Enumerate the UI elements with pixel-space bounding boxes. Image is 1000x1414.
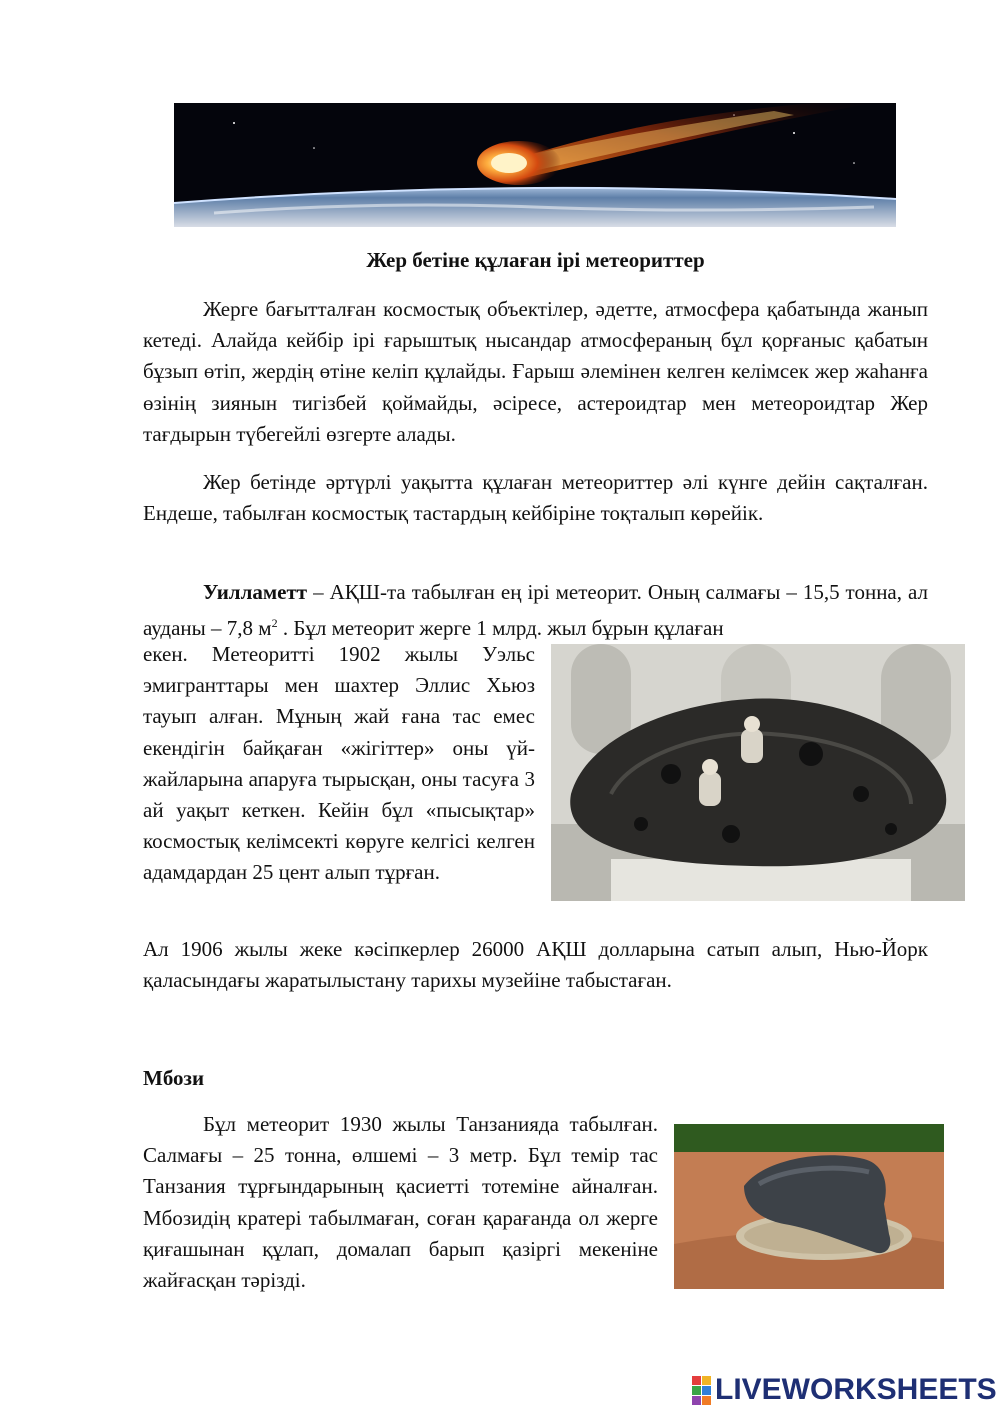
willamette-wrapped-text: екен. Метеоритті 1902 жылы Уэльс эмигранттары мен шахтер Эллис Хьюз тауып алған. Мұның жай ғана тас емес екендігін байқаған «жігіттер» оны үй-жайларына апаруға тырысқан, оны тасуға 3 ай уақыт кеткен. Кейін бұл «пысықтар» космостық келімсекті көруге келгісі келген адамдардан 25 цент алып тұрған. xyxy=(143,642,535,885)
mbozi-heading: Мбози xyxy=(143,1066,205,1090)
liveworksheets-watermark xyxy=(692,1374,997,1406)
mbozi-meteorite-photo xyxy=(674,1124,944,1289)
liveworksheets-logo-icon xyxy=(692,1376,711,1405)
intro-paragraph-1: Жерге бағытталған космостық объектілер, әдетте, атмосфера қабатында жанып кетеді. Алайда кейбір ірі ғарыштық нысандар атмосфераның бұл қорғаныс қабатын бұзып өтіп, жердің өтіне келіп құлайды. Ғарыш әлемінен келген келімсек жер жаһанға өзінің зиянын тигізбей қоймайды, әсіресе, астероидтар мен метеороидтар Жер тағдырын түбегейлі өзгерте алады. xyxy=(143,297,928,446)
willamette-text-2: . Бұл метеорит жерге 1 млрд. жыл бұрын құлаған xyxy=(277,616,724,641)
willamette-photo-illustration xyxy=(551,644,965,901)
willamette-name: Уилламетт xyxy=(203,580,308,604)
willamette-paragraph xyxy=(143,577,928,644)
meteor-banner-image xyxy=(174,103,896,227)
meteor-over-earth-illustration xyxy=(174,103,896,227)
willamette-meteorite-photo xyxy=(551,644,965,901)
mbozi-photo-illustration xyxy=(674,1124,944,1289)
square-superscript: 2 xyxy=(271,616,278,631)
willamette-text-1: – АҚШ-та табылған ең ірі метеорит. Оның салмағы – 15,5 тонна, ал ауданы – 7,8 м xyxy=(143,580,928,641)
liveworksheets-wordmark: LIVEWORKSHEETS xyxy=(715,1373,997,1406)
intro-paragraph-2: Жер бетінде әртүрлі уақытта құлаған метеориттер әлі күнге дейін сақталған. Ендеше, табылған космостық тастардың кейбіріне тоқталып көрейік. xyxy=(143,470,928,526)
mbozi-paragraph: Бұл метеорит 1930 жылы Танзанияда табылған. Салмағы – 25 тонна, өлшемі – 3 метр. Бұл темір тас Танзания тұрғындарының қасиетті тотеміне айналған. Мбозидің кратері табылмаған, соған қарағанда ол жерге қиғашынан құлап, домалап барып қазіргі мекеніне жайғасқан тәрізді. xyxy=(143,1112,658,1293)
page-title: Жер бетіне құлаған ірі метеориттер xyxy=(366,248,705,272)
willamette-closing-paragraph: Ал 1906 жылы жеке кәсіпкерлер 26000 АҚШ долларына сатып алып, Нью-Йорк қаласындағы жаратылыстану тарихы музейіне табыстаған. xyxy=(143,937,928,993)
